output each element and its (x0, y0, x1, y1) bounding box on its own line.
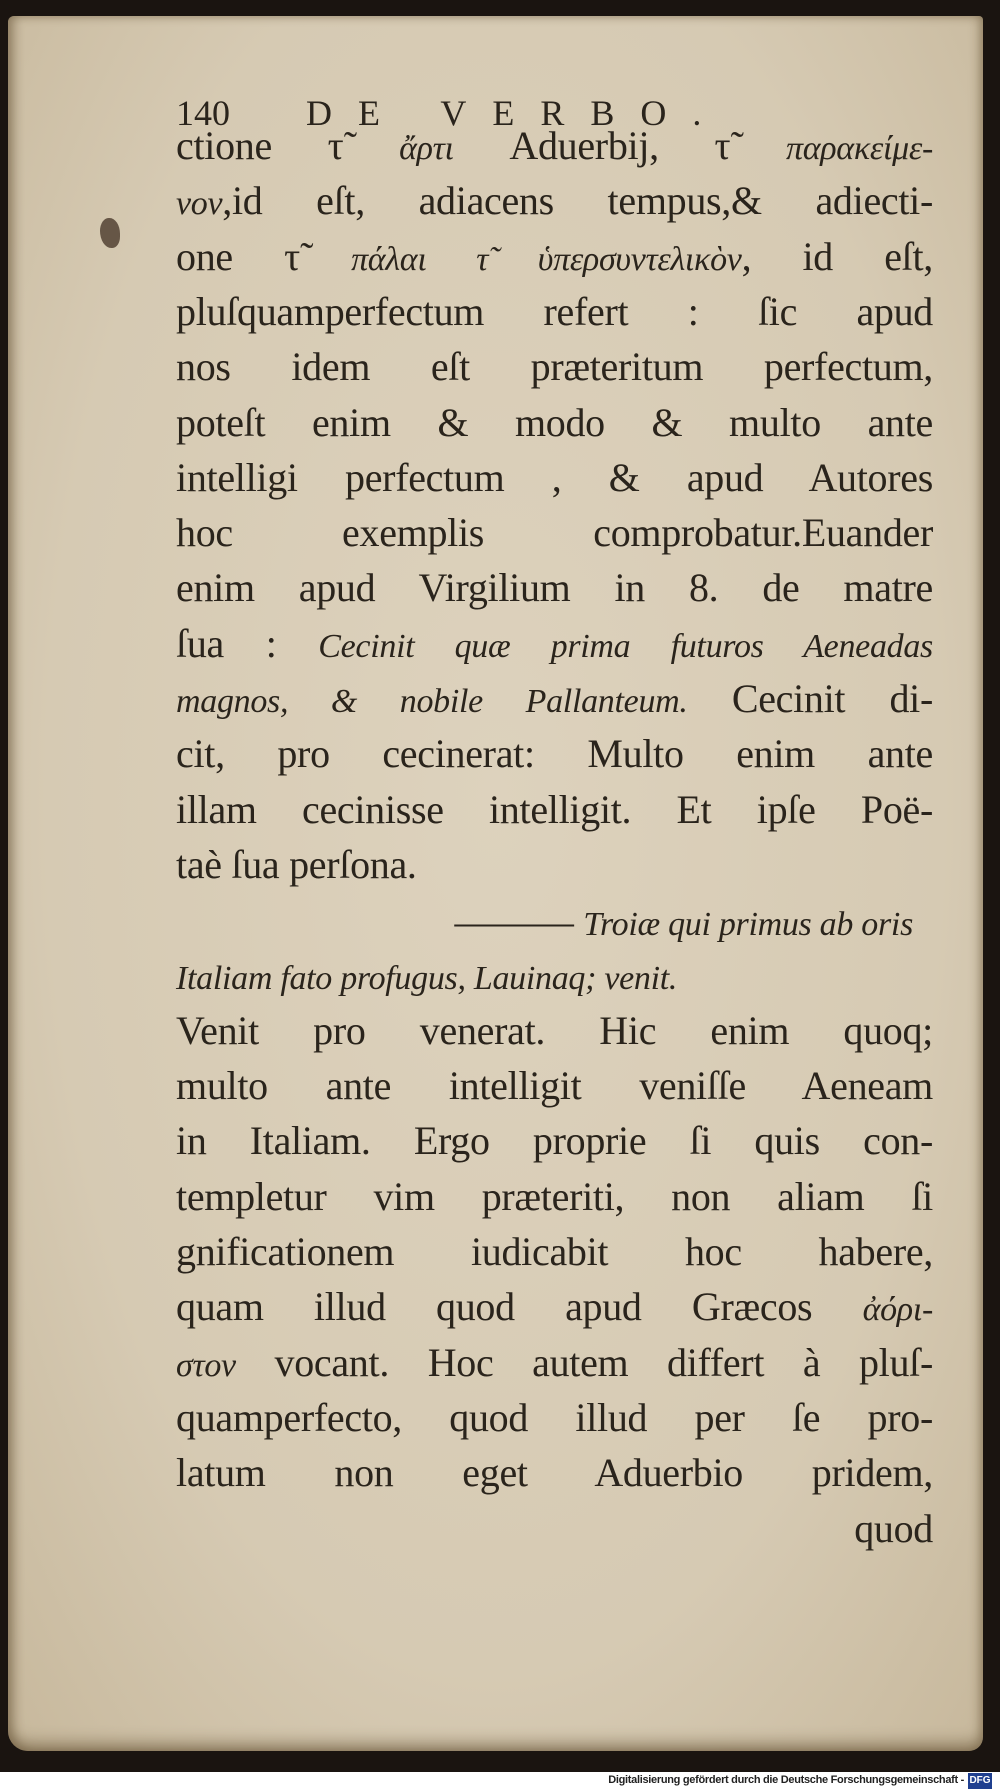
italic-segment: Troiæ qui primus ab oris (583, 906, 913, 944)
text-segment: ,id eſt, adiacens tempus,& adiecti- (222, 178, 933, 224)
text-line (176, 450, 933, 506)
book-page (8, 16, 983, 1751)
text-line (176, 284, 933, 340)
text-line (176, 948, 933, 1004)
text-segment: hoc exemplis comprobatur.Euander (176, 510, 933, 556)
italic-segment: magnos, & nobile Pallanteum. (176, 683, 688, 720)
italic-segment: Cecinit quæ prima futuros Aeneadas (318, 627, 933, 665)
ink-blot (100, 218, 120, 248)
text-segment: ——— (454, 899, 584, 945)
text-segment: vocant. Hoc autem differt à pluſ- (235, 1339, 933, 1385)
text-segment: intelligi perfectum , & apud Autores (176, 454, 933, 500)
text-segment: taè ſua perſona. (176, 841, 417, 887)
text-segment: illam cecinisse intelligit. Et ipſe Poë- (176, 786, 933, 832)
text-segment: gnificationem iudicabit hoc habere, (176, 1229, 933, 1274)
text-segment: poteſt enim & modo & multo ante (176, 399, 933, 445)
text-line (176, 782, 933, 838)
text-segment: quamperfecto, quod illud per ſe pro- (176, 1394, 933, 1440)
text-segment: one τ̃ (176, 233, 352, 279)
running-title: DE VERBO. (306, 93, 728, 133)
text-segment: ctione τ̃ (176, 123, 400, 168)
text-line (176, 837, 933, 893)
italic-segment: στον (176, 1346, 236, 1384)
dfg-logo: DFG (968, 1773, 992, 1789)
text-segment: ſua : (176, 620, 319, 666)
text-line (176, 1501, 933, 1557)
text-line (176, 1390, 933, 1446)
text-line (176, 1335, 933, 1391)
text-line (176, 1003, 933, 1059)
text-segment: cit, pro cecinerat: Multo enim ante (176, 731, 933, 777)
text-line (176, 726, 933, 782)
digitization-credit: Digitalisierung gefördert durch die Deutsche Forschungsgemeinschaft - (608, 1774, 964, 1786)
italic-segment: Italiam fato profugus, Lauinaq; venit. (176, 959, 678, 997)
text-segment: Venit pro venerat. Hic enim quoq; (176, 1007, 933, 1053)
italic-segment: ἀόρι- (862, 1291, 933, 1329)
text-segment: quod (854, 1505, 933, 1551)
text-line (176, 229, 933, 285)
text-segment: nos idem eſt præteritum perfectum, (176, 344, 933, 390)
text-line (176, 173, 933, 229)
text-line (176, 118, 933, 174)
text-line (176, 339, 933, 395)
text-segment: templetur vim præteriti, non aliam ſi (176, 1173, 933, 1219)
text-segment: quam illud quod apud Græcos (176, 1284, 863, 1330)
text-line (176, 616, 933, 672)
italic-segment: νον (176, 185, 223, 223)
text-line (176, 1224, 933, 1280)
text-line (176, 505, 933, 561)
text-segment: , id eſt, (741, 233, 933, 279)
text-line (176, 894, 913, 950)
text-line (176, 560, 933, 616)
text-line (176, 1169, 933, 1225)
text-segment: multo ante intelligit veniſſe Aeneam (176, 1063, 933, 1109)
text-line (176, 671, 933, 727)
text-segment: in Italiam. Ergo proprie ſi quis con- (176, 1118, 933, 1164)
text-segment: enim apud Virgilium in 8. de matre (176, 565, 933, 611)
text-line (176, 1113, 933, 1169)
text-segment: pluſquamperfectum refert : ſic apud (176, 288, 933, 334)
text-segment: Cecinit di- (687, 676, 933, 721)
text-line (176, 395, 933, 451)
text-segment: Aduerbij, τ̃ (453, 123, 786, 168)
italic-segment: παρακείμε- (786, 130, 933, 167)
italic-segment: ἄρτι (399, 130, 454, 167)
text-line (176, 1058, 933, 1114)
italic-segment: πάλαι τ̃ ὑπερσυντελικὸν (351, 240, 742, 278)
text-segment: latum non eget Aduerbio pridem, (176, 1450, 933, 1496)
page-number: 140 (176, 93, 230, 133)
text-line (176, 1279, 933, 1335)
text-line (176, 1445, 933, 1501)
